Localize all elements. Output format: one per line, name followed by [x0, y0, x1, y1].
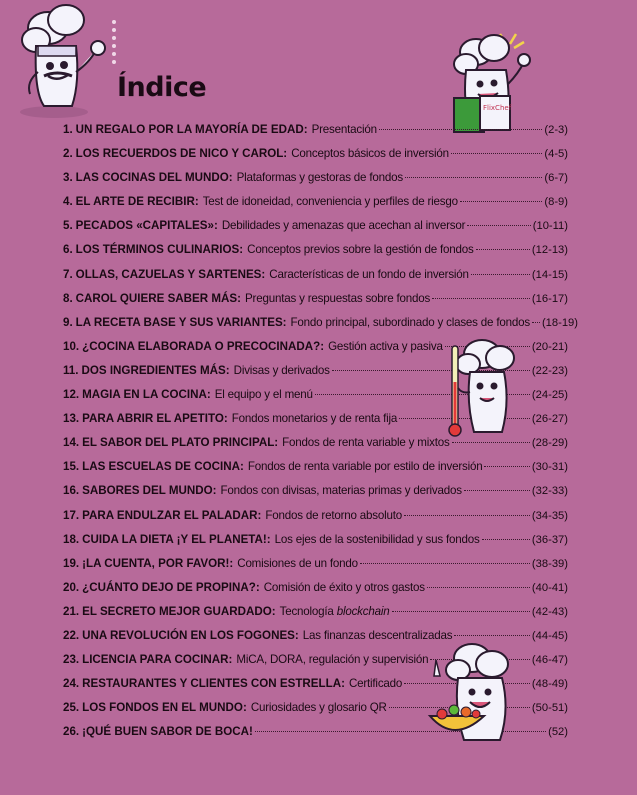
entry-pages: (24-25): [531, 389, 568, 402]
entry-pages: (14-15): [531, 268, 568, 281]
dot-leader: [467, 225, 531, 226]
entry-pages: (28-29): [531, 437, 568, 450]
entry-pages: (8-9): [544, 196, 568, 209]
dot-leader: [405, 177, 542, 178]
entry-subtitle-text: Tecnología: [279, 604, 334, 618]
entry-pages: (48-49): [531, 678, 568, 691]
entry-pages: (52): [548, 726, 568, 739]
entry-subtitle: Comisiones de un fondo: [237, 556, 358, 570]
entry-subtitle: Características de un fondo de inversión: [269, 267, 469, 281]
entry-subtitle: Test de idoneidad, conveniencia y perfiles de riesgo: [202, 195, 458, 209]
entry-heading: SABORES DEL MUNDO:: [82, 484, 217, 498]
entry-number: 16.: [63, 484, 80, 498]
entry-number: 6.: [63, 243, 73, 257]
entry-heading: EL SABOR DEL PLATO PRINCIPAL:: [82, 436, 279, 450]
entry-subtitle: [280, 600, 390, 624]
dot-leader: [432, 298, 530, 299]
entry-pages: (22-23): [531, 364, 568, 377]
entry-heading: LOS TÉRMINOS CULINARIOS:: [75, 243, 244, 257]
entry-pages: (4-5): [544, 148, 568, 161]
toc-entry-1: [63, 118, 568, 142]
entry-number: 12.: [63, 388, 80, 402]
toc-entry-20: [63, 576, 568, 600]
dot-leader: [484, 466, 529, 467]
toc-entry-2: [63, 142, 568, 166]
entry-number: 21.: [63, 604, 80, 618]
entry-subtitle: Comisión de éxito y otros gastos: [263, 580, 425, 594]
entry-number: 10.: [63, 339, 80, 353]
entry-heading: PARA ENDULZAR EL PALADAR:: [82, 508, 262, 522]
dot-leader: [532, 322, 540, 323]
entry-number: 15.: [63, 460, 80, 474]
entry-pages: (12-13): [531, 244, 568, 257]
entry-subtitle: Fondos con divisas, materias primas y derivados: [220, 484, 462, 498]
entry-number: 11.: [63, 363, 79, 377]
entry-pages: (26-27): [531, 413, 568, 426]
entry-subtitle: Fondos de retorno absoluto: [265, 508, 403, 522]
entry-subtitle: Curiosidades y glosario QR: [250, 701, 387, 715]
entry-heading: RESTAURANTES Y CLIENTES CON ESTRELLA:: [82, 677, 345, 691]
entry-pages: (50-51): [531, 702, 568, 715]
entry-number: 22.: [63, 628, 80, 642]
toc-entry-18: [63, 528, 568, 552]
entry-pages: (40-41): [531, 581, 568, 594]
dot-leader: [476, 249, 530, 250]
entry-heading: LOS RECUERDOS DE NICO Y CAROL:: [75, 147, 288, 161]
entry-pages: (38-39): [531, 557, 568, 570]
entry-number: 20.: [63, 580, 80, 594]
entry-number: 24.: [63, 677, 80, 691]
toc-entry-4: [63, 190, 568, 214]
dot-leader: [454, 635, 530, 636]
entry-pages: (18-19): [541, 316, 579, 329]
entry-number: 7.: [63, 267, 73, 281]
entry-subtitle: Divisas y derivados: [233, 363, 330, 377]
entry-heading: EL ARTE DE RECIBIR:: [75, 195, 199, 209]
entry-subtitle: Fondos monetarios y de renta fija: [231, 412, 398, 426]
entry-number: 4.: [63, 195, 73, 209]
entry-number: 2.: [63, 147, 73, 161]
entry-number: 1.: [63, 123, 73, 136]
entry-number: 26.: [63, 725, 80, 739]
entry-number: 17.: [63, 508, 80, 522]
entry-pages: (6-7): [544, 172, 568, 185]
entry-heading: PARA ABRIR EL APETITO:: [82, 412, 228, 426]
chef-mascot-with-salad-bowl-icon: [424, 640, 530, 752]
entry-heading: LAS ESCUELAS DE COCINA:: [82, 460, 244, 474]
entry-subtitle: Gestión activa y pasiva: [328, 339, 443, 353]
dot-leader: [471, 274, 530, 275]
entry-subtitle: Presentación: [311, 123, 377, 136]
toc-entry-5: [63, 214, 568, 238]
entry-subtitle: Certificado: [348, 677, 403, 691]
entry-subtitle: Fondos de renta variable y mixtos: [282, 436, 450, 450]
toc-entry-17: [63, 504, 568, 528]
entry-pages: (10-11): [532, 220, 568, 233]
entry-heading: LAS COCINAS DEL MUNDO:: [75, 171, 233, 185]
dot-leader: [451, 153, 542, 154]
entry-pages: (42-43): [531, 605, 568, 618]
entry-pages: (44-45): [531, 629, 568, 642]
entry-number: 14.: [63, 436, 80, 450]
entry-number: 23.: [63, 653, 80, 667]
entry-number: 13.: [63, 412, 80, 426]
toc-entry-8: [63, 287, 568, 311]
entry-subtitle: Debilidades y amenazas que acechan al inversor: [221, 219, 466, 233]
entry-subtitle: Fondos de renta variable por estilo de inversión: [247, 460, 483, 474]
dot-leader: [482, 539, 530, 540]
entry-number: 3.: [63, 171, 73, 185]
entry-heading: ¿COCINA ELABORADA O PRECOCINADA?:: [82, 339, 325, 353]
toc-entry-15: [63, 455, 568, 479]
entry-heading: ¿CUÁNTO DEJO DE PROPINA?:: [82, 580, 260, 594]
dot-leader: [360, 563, 530, 564]
entry-pages: (2-3): [544, 124, 568, 136]
entry-pages: (30-31): [531, 461, 568, 474]
entry-subtitle: Fondo principal, subordinado y clases de fondos: [290, 315, 530, 329]
toc-entry-19: [63, 552, 568, 576]
entry-heading: CAROL QUIERE SABER MÁS:: [75, 291, 242, 305]
entry-subtitle: Conceptos básicos de inversión: [291, 147, 449, 161]
decorative-dots: [112, 20, 118, 68]
entry-heading: LICENCIA PARA COCINAR:: [82, 653, 233, 667]
entry-subtitle: MiCA, DORA, regulación y supervisión: [236, 653, 429, 667]
entry-heading: UN REGALO POR LA MAYORÍA DE EDAD:: [75, 123, 308, 136]
entry-subtitle-italic: blockchain: [336, 604, 390, 618]
entry-subtitle: Las finanzas descentralizadas: [302, 628, 453, 642]
dot-leader: [379, 129, 543, 130]
entry-pages: (20-21): [531, 340, 568, 353]
chef-mascot-waving-icon: [14, 2, 110, 120]
entry-heading: MAGIA EN LA COCINA:: [82, 388, 211, 402]
dot-leader: [464, 490, 530, 491]
dot-leader: [427, 587, 530, 588]
entry-heading: ¡QUÉ BUEN SABOR DE BOCA!: [82, 725, 253, 739]
entry-number: 9.: [63, 315, 73, 329]
entry-heading: ¡LA CUENTA, POR FAVOR!:: [82, 556, 234, 570]
toc-entry-6: [63, 238, 568, 262]
entry-pages: (36-37): [531, 533, 568, 546]
entry-subtitle: Los ejes de la sostenibilidad y sus fondos: [274, 532, 480, 546]
entry-heading: CUIDA LA DIETA ¡Y EL PLANETA!:: [82, 532, 271, 546]
toc-entry-16: [63, 479, 568, 503]
entry-subtitle: El equipo y el menú: [214, 388, 313, 402]
dot-leader: [460, 201, 543, 202]
entry-heading: PECADOS «CAPITALES»:: [75, 219, 218, 233]
entry-subtitle: Preguntas y respuestas sobre fondos: [245, 291, 431, 305]
page-title: Índice: [117, 72, 207, 103]
dot-leader: [404, 515, 530, 516]
entry-number: 8.: [63, 291, 73, 305]
entry-heading: LOS FONDOS EN EL MUNDO:: [82, 701, 247, 715]
entry-number: 25.: [63, 701, 80, 715]
toc-entry-7: [63, 263, 568, 287]
entry-heading: UNA REVOLUCIÓN EN LOS FOGONES:: [82, 628, 299, 642]
entry-pages: (34-35): [531, 509, 568, 522]
entry-heading: OLLAS, CAZUELAS Y SARTENES:: [75, 267, 266, 281]
entry-pages: (46-47): [531, 654, 568, 667]
entry-pages: (16-17): [531, 292, 568, 305]
entry-number: 19.: [63, 556, 80, 570]
toc-entry-21: [63, 600, 568, 624]
entry-pages: (32-33): [531, 485, 568, 498]
dot-leader: [392, 611, 530, 612]
entry-subtitle: Conceptos previos sobre la gestión de fondos: [247, 243, 474, 257]
entry-number: 18.: [63, 532, 80, 546]
book-label: FlixChef: [483, 104, 512, 112]
chef-mascot-with-thermometer-icon: [436, 332, 532, 444]
entry-heading: DOS INGREDIENTES MÁS:: [81, 363, 230, 377]
entry-number: 5.: [63, 219, 73, 233]
toc-entry-3: [63, 166, 568, 190]
entry-heading: LA RECETA BASE Y SUS VARIANTES:: [75, 315, 287, 329]
entry-subtitle: Plataformas y gestoras de fondos: [236, 171, 403, 185]
entry-heading: EL SECRETO MEJOR GUARDADO:: [82, 604, 276, 618]
